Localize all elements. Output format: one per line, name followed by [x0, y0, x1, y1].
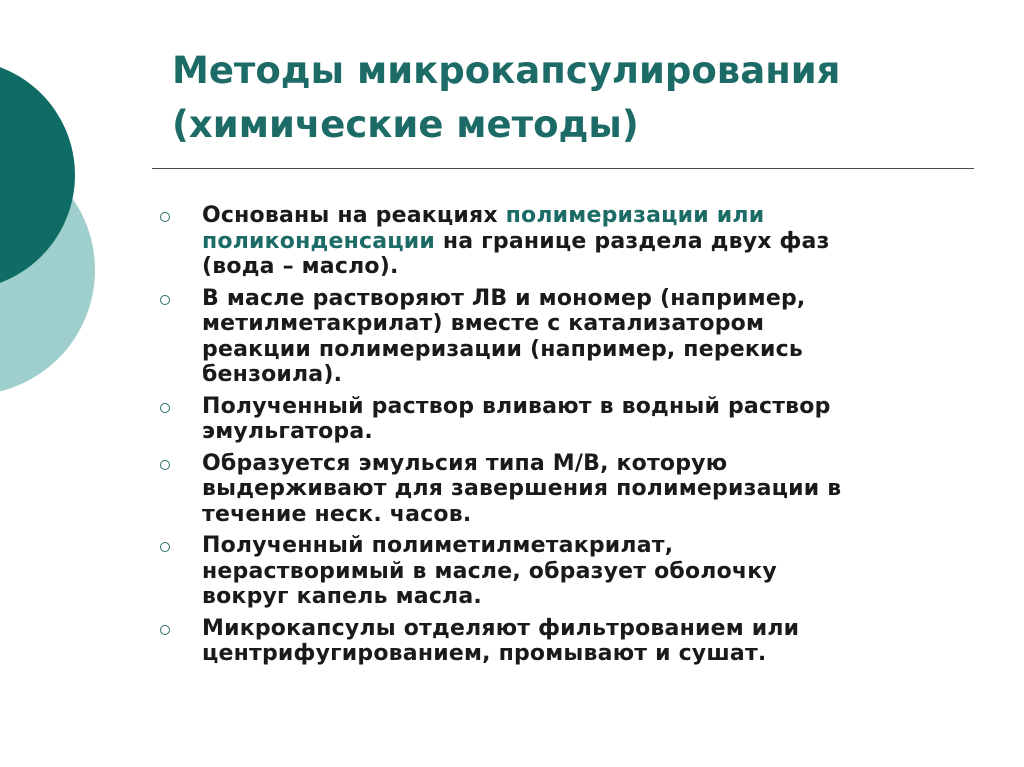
bullet-3-line-2: эмульгатора.: [202, 419, 373, 444]
bullet-6-line-1: Микрокапсулы отделяют фильтрованием или: [202, 615, 800, 641]
bullet-5-line-1: Полученный полиметилметакрилат,: [202, 533, 674, 558]
bullet-list: [160, 203, 970, 673]
bullet-item-4: [160, 451, 970, 528]
bullet-1-line-3: (вода – масло).: [202, 254, 399, 279]
bullet-6-line-2: центрифугированием, промывают и сушат.: [202, 641, 767, 666]
bullet-2-line-1: В масле растворяют ЛВ и мономер (например,: [202, 285, 806, 311]
title-divider: [152, 168, 974, 169]
bullet-circle-icon: [160, 625, 170, 635]
bullet-5-line-3: вокруг капель масла.: [202, 584, 482, 609]
bullet-2-line-4: бензоила).: [202, 362, 343, 387]
bullet-1-text-a: Основаны на реакциях: [202, 203, 506, 228]
bullet-1-line-1: [202, 203, 970, 229]
bullet-4-line-2: выдерживают для завершения полимеризации в: [202, 476, 842, 501]
bullet-item-3: [160, 394, 970, 445]
bullet-circle-icon: [160, 460, 170, 470]
bullet-4-line-3: течение неск. часов.: [202, 501, 472, 527]
bullet-circle-icon: [160, 403, 170, 413]
bullet-4-line-1: Образуется эмульсия типа М/В, которую: [202, 450, 728, 476]
slide-title: [172, 44, 992, 152]
bullet-circle-icon: [160, 295, 170, 305]
title-line-2: (химические методы): [172, 103, 639, 146]
bullet-circle-icon: [160, 212, 170, 222]
bullet-item-1: [160, 203, 970, 280]
bullet-item-5: [160, 533, 970, 610]
bullet-5-line-2: нерастворимый в масле, образует оболочку: [202, 558, 777, 584]
bullet-3-line-1: Полученный раствор вливают в водный раствор: [202, 393, 831, 419]
bullet-2-line-2: метилметакрилат) вместе с катализатором: [202, 311, 765, 336]
decorative-circles: [0, 0, 110, 420]
bullet-1-highlight-b: поликонденсации: [202, 228, 436, 254]
bullet-1-text-b: на границе раздела двух фаз: [435, 228, 830, 254]
bullet-1-line-2: [202, 229, 970, 255]
title-line-1: Методы микрокапсулирования: [172, 49, 841, 92]
bullet-2-line-3: реакции полимеризации (например, перекись: [202, 336, 803, 362]
bullet-circle-icon: [160, 542, 170, 552]
bullet-1-highlight-a: полимеризации или: [505, 203, 765, 228]
bullet-item-6: [160, 616, 970, 667]
bullet-item-2: [160, 286, 970, 388]
